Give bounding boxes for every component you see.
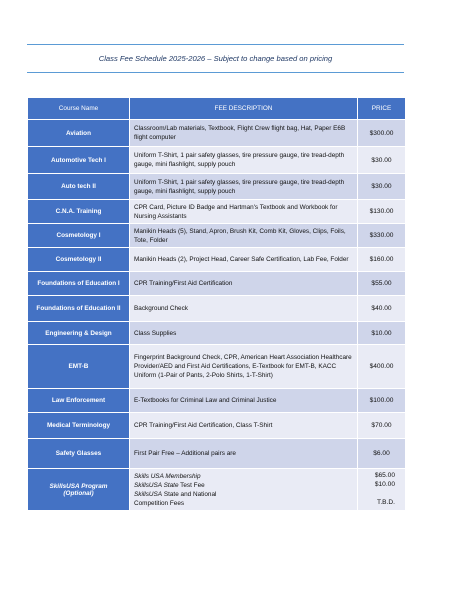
fee-description: CPR Training/First Aid Certification, Class T-Shirt <box>130 413 358 439</box>
skills-competition-fees: Competition Fees <box>134 499 185 507</box>
fee-price <box>358 469 406 511</box>
fee-description: Class Supplies <box>130 322 358 345</box>
fee-table <box>27 97 406 511</box>
fee-description: Uniform T-Shirt, 1 pair safety glasses, tire pressure gauge, tire tread-depth gauge, mini flashlight, supply pouch <box>130 147 358 174</box>
fee-price: $330.00 <box>358 224 406 248</box>
fee-description: Manikin Heads (2), Project Head, Career Safe Certification, Lab Fee, Folder <box>130 248 358 272</box>
course-name: Safety Glasses <box>28 439 130 469</box>
fee-price: $130.00 <box>358 200 406 224</box>
fee-description <box>130 469 358 511</box>
table-row <box>28 174 406 200</box>
skills-price-competition: T.B.D. <box>377 499 395 506</box>
fee-description: CPR Training/First Aid Certification <box>130 272 358 296</box>
course-name: Engineering & Design <box>28 322 130 345</box>
fee-price: $30.00 <box>358 174 406 200</box>
table-row <box>28 224 406 248</box>
table-row <box>28 147 406 174</box>
table-row <box>28 439 406 469</box>
course-name: Foundations of Education II <box>28 296 130 322</box>
table-row <box>28 345 406 389</box>
skills-price-membership: $65.00 <box>374 472 395 479</box>
table-row-skillsusa <box>28 469 406 511</box>
fee-description: Background Check <box>130 296 358 322</box>
course-name: Foundations of Education I <box>28 272 130 296</box>
course-name: Auto tech II <box>28 174 130 200</box>
table-row <box>28 248 406 272</box>
skills-state-national: SkillsUSA State and National <box>134 490 217 498</box>
skills-state-test-fee: SkillsUSA State Test Fee <box>134 481 205 489</box>
table-row <box>28 389 406 413</box>
course-name: Automotive Tech I <box>28 147 130 174</box>
fee-description: Fingerprint Background Check, CPR, American Heart Association Healthcare Provider/AED and First Aid Certifications, E-Textbook for EMT-B, KACC Uniform (1-Pair of Pants, 2-Polo Shirts, 1-T-Shirt) <box>130 345 358 389</box>
course-name: Cosmetology II <box>28 248 130 272</box>
fee-description: E-Textbooks for Criminal Law and Criminal Justice <box>130 389 358 413</box>
skills-price-test-fee: $10.00 <box>374 481 395 488</box>
fee-price: $40.00 <box>358 296 406 322</box>
skills-state-national-prefix: SkillsUSA <box>134 490 163 498</box>
course-name-line: SkillsUSA Program <box>49 482 108 490</box>
course-name <box>28 469 130 511</box>
fee-price: $6.00 <box>358 439 406 469</box>
fee-price: $100.00 <box>358 389 406 413</box>
course-optional-note: (Optional) <box>63 489 94 497</box>
course-name: EMT-B <box>28 345 130 389</box>
table-row <box>28 296 406 322</box>
table-row <box>28 200 406 224</box>
fee-price: $400.00 <box>358 345 406 389</box>
header-description: FEE DESCRIPTION <box>130 98 358 120</box>
skills-state-test-fee-prefix: SkillsUSA State <box>134 481 179 489</box>
fee-description: Uniform T-Shirt, 1 pair safety glasses, tire pressure gauge, tire tread-depth gauge, mini flashlight, supply pouch <box>130 174 358 200</box>
fee-price: $70.00 <box>358 413 406 439</box>
course-name: C.N.A. Training <box>28 200 130 224</box>
bottom-rule <box>27 72 404 73</box>
page-title: Class Fee Schedule 2025-2026 – Subject to change based on pricing <box>98 54 333 63</box>
header-price: PRICE <box>358 98 406 120</box>
table-row <box>28 120 406 147</box>
fee-description: Classroom/Lab materials, Textbook, Flight Crew flight bag, Hat, Paper E6B flight computer <box>130 120 358 147</box>
header-row <box>28 98 406 120</box>
table-row <box>28 322 406 345</box>
top-rule <box>27 44 404 45</box>
fee-description: Manikin Heads (5), Stand, Apron, Brush Kit, Comb Kit, Gloves, Clips, Foils, Tote, Folder <box>130 224 358 248</box>
price-spacer <box>362 489 401 498</box>
skills-membership: Skills USA Membership <box>134 472 201 480</box>
course-name: Cosmetology I <box>28 224 130 248</box>
fee-price: $10.00 <box>358 322 406 345</box>
fee-description: First Pair Free – Additional pairs are <box>130 439 358 469</box>
course-name: Medical Terminology <box>28 413 130 439</box>
fee-price: $160.00 <box>358 248 406 272</box>
course-name: Law Enforcement <box>28 389 130 413</box>
header-course: Course Name <box>28 98 130 120</box>
fee-price: $30.00 <box>358 147 406 174</box>
fee-price: $300.00 <box>358 120 406 147</box>
table-row <box>28 272 406 296</box>
fee-description: CPR Card, Picture ID Badge and Hartman's Textbook and Workbook for Nursing Assistants <box>130 200 358 224</box>
table-row <box>28 413 406 439</box>
course-name: Aviation <box>28 120 130 147</box>
fee-price: $55.00 <box>358 272 406 296</box>
